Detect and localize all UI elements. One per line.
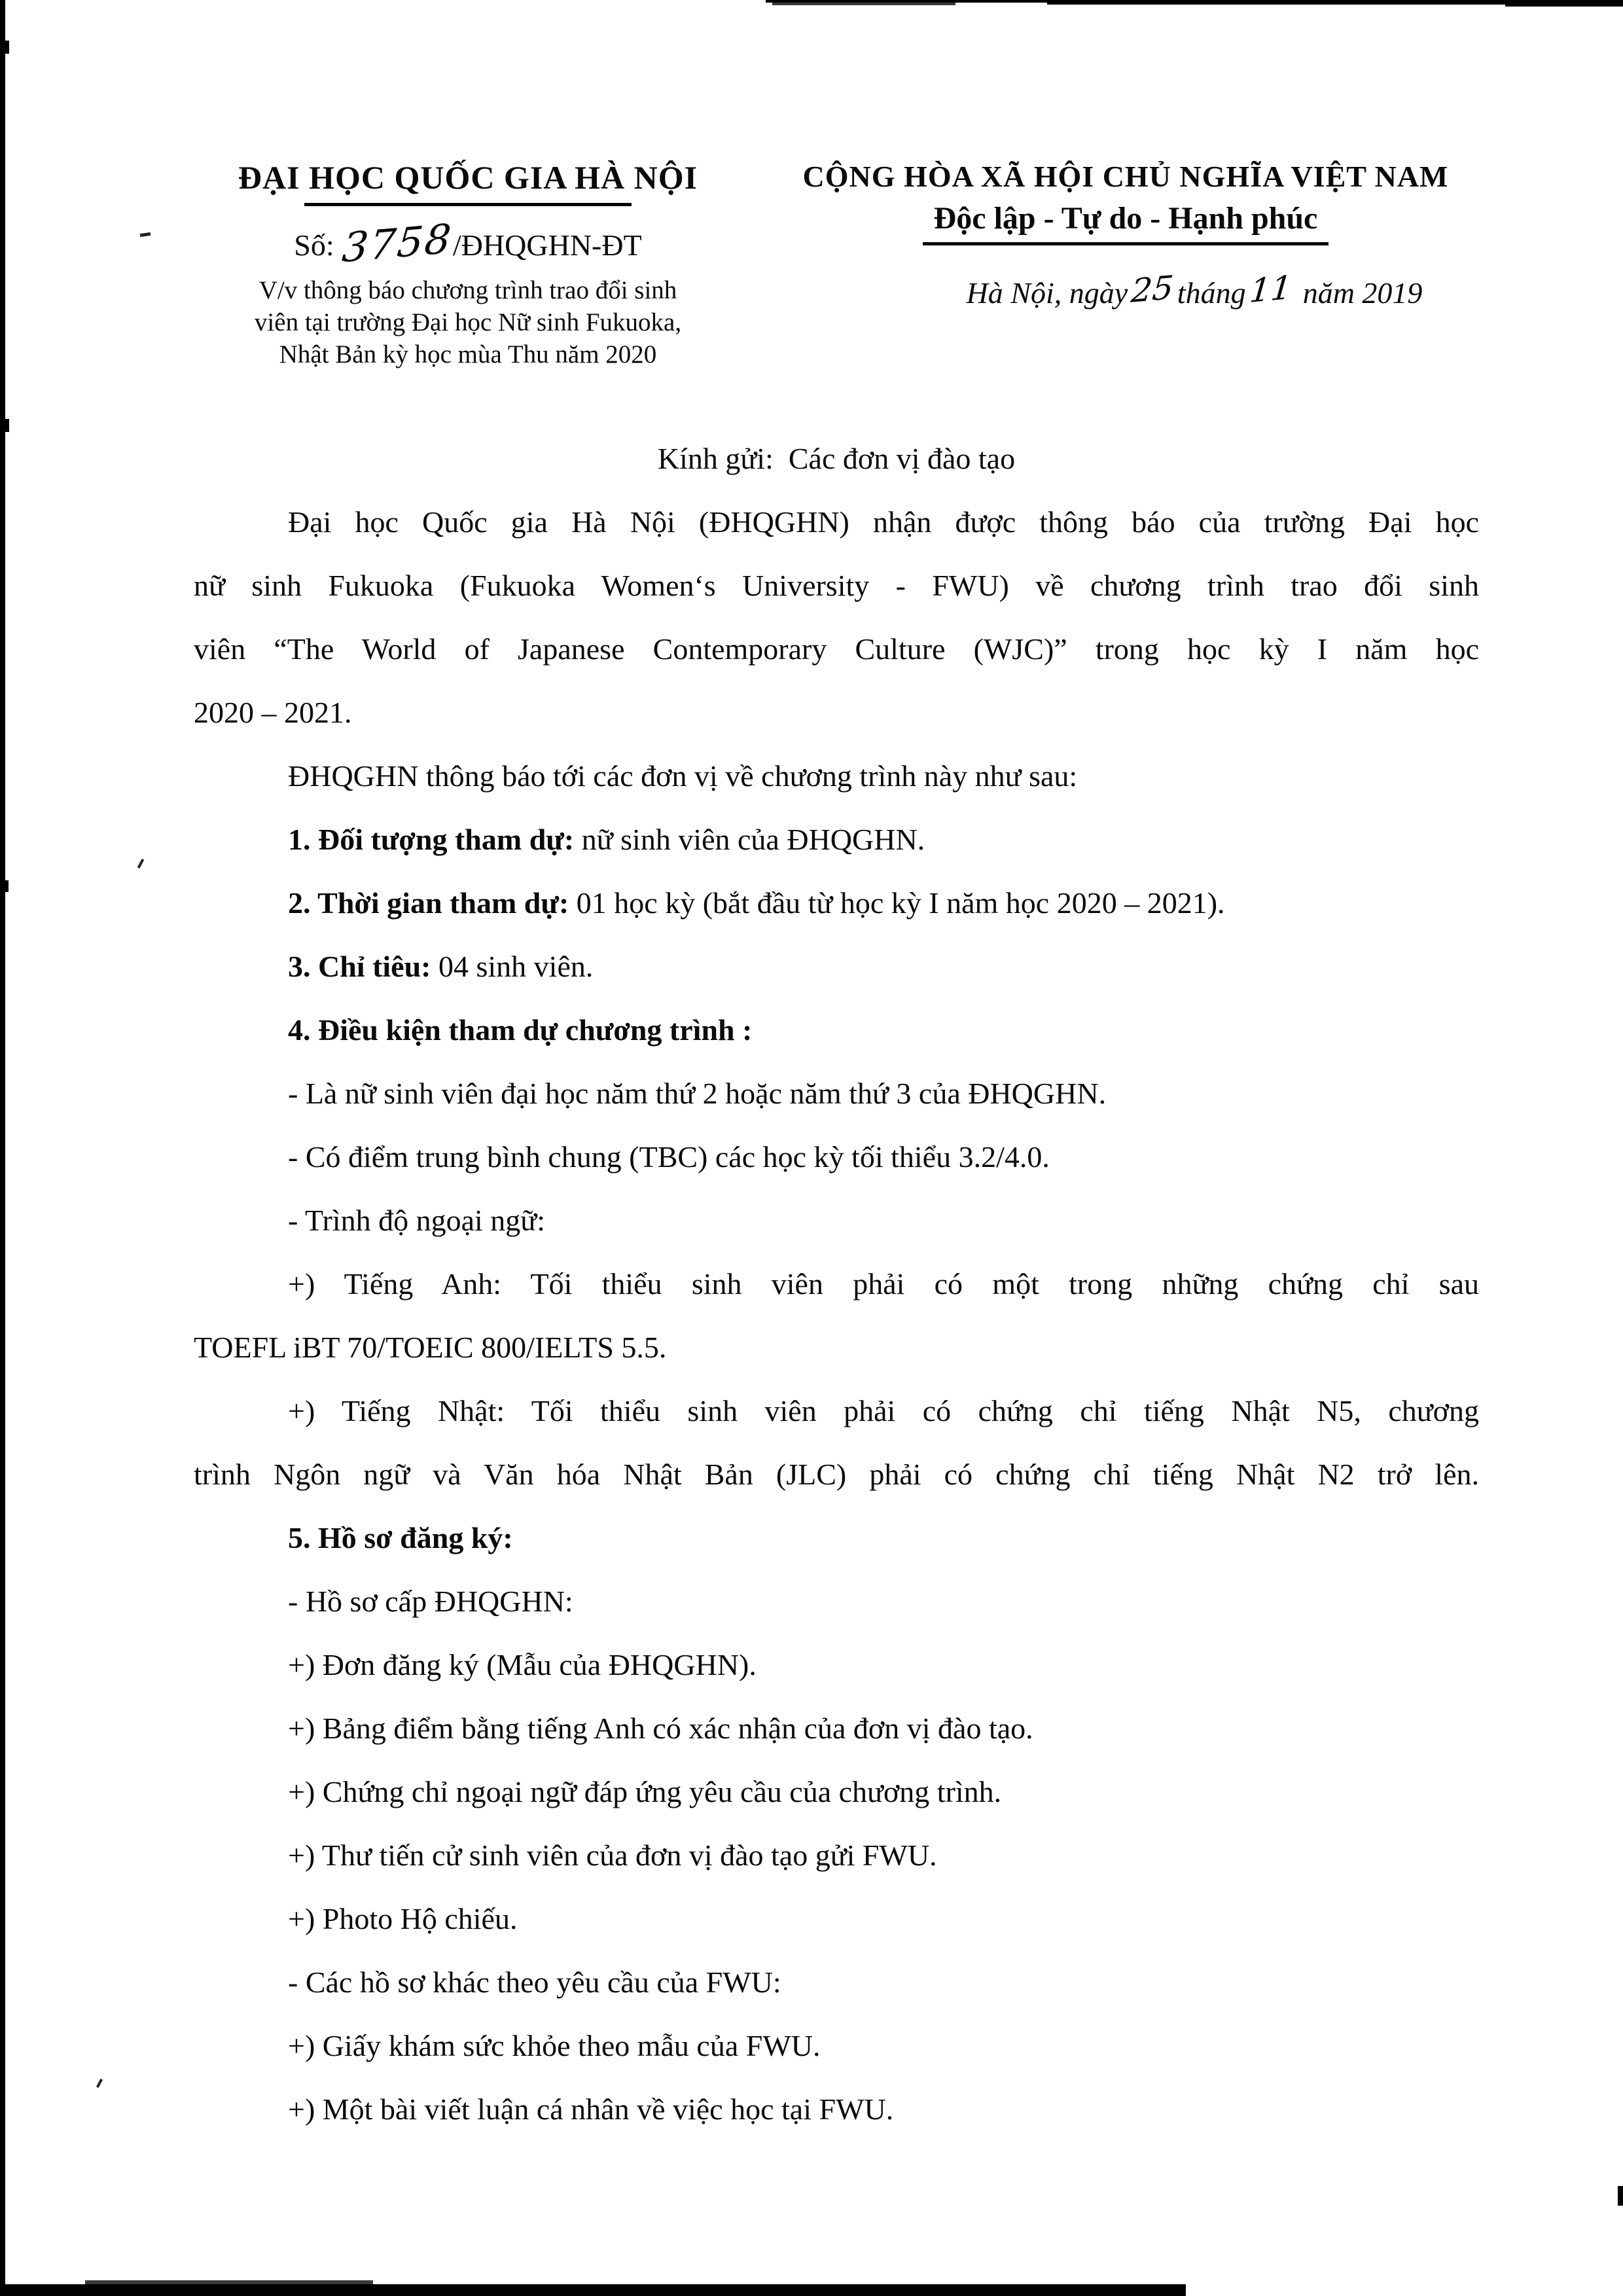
issuing-org-name: ĐẠI HỌC QUỐC GIA HÀ NỘI <box>238 159 698 196</box>
document-body <box>194 427 1479 2141</box>
ref-number-handwritten: 3758 <box>340 214 455 272</box>
body-line <box>194 998 1479 1062</box>
body-line <box>194 554 1479 617</box>
body-line <box>194 744 1479 808</box>
date-day-handwritten: 25 <box>1130 268 1175 310</box>
subject-line: Nhật Bản kỳ học mùa Thu năm 2020 <box>279 340 657 368</box>
line-text: +) Tiếng Anh: Tối thiểu sinh viên phải có một trong những chứng chỉ sau <box>288 1267 1479 1300</box>
date-month-handwritten: 11 <box>1247 268 1294 310</box>
body-line <box>194 1316 1479 1379</box>
document-number-line <box>196 214 740 272</box>
body-line <box>194 1189 1479 1252</box>
subject-line: V/v thông báo chương trình trao đổi sinh <box>259 276 677 304</box>
body-line <box>194 1379 1479 1443</box>
body-line <box>194 490 1479 554</box>
line-text: TOEFL iBT 70/TOEIC 800/IELTS 5.5. <box>194 1331 667 1364</box>
line-text: 2020 – 2021. <box>194 696 352 729</box>
line-text: nữ sinh Fukuoka (Fukuoka Women‘s University - FWU) về chương trình trao đổi sinh <box>194 569 1479 602</box>
line-text: +) Bảng điểm bằng tiếng Anh có xác nhận của đơn vị đào tạo. <box>288 1712 1033 1745</box>
body-line <box>194 808 1479 871</box>
line-text: - Các hồ sơ khác theo yêu cầu của FWU: <box>288 1965 781 1999</box>
body-line <box>194 1125 1479 1189</box>
scan-edge-nub <box>0 41 9 54</box>
body-line <box>194 2077 1479 2141</box>
line-label: 3. Chỉ tiêu: <box>288 950 431 983</box>
body-line <box>194 1443 1479 1506</box>
scan-speck <box>96 2079 103 2088</box>
scan-edge-bar-bottom <box>0 2284 1186 2296</box>
body-line <box>194 1252 1479 1316</box>
body-line <box>194 1823 1479 1887</box>
body-line <box>194 1062 1479 1125</box>
line-text: Đại học Quốc gia Hà Nội (ĐHQGHN) nhận được thông báo của trường Đại học <box>288 505 1479 539</box>
line-text: nữ sinh viên của ĐHQGHN. <box>574 823 925 856</box>
line-text: trình Ngôn ngữ và Văn hóa Nhật Bản (JLC) phải có chứng chỉ tiếng Nhật N2 trở lên. <box>194 1458 1479 1491</box>
scan-edge-bar-bottom-fringe <box>85 2280 373 2284</box>
line-text: +) Giấy khám sức khỏe theo mẫu của FWU. <box>288 2029 821 2062</box>
line-text: +) Photo Hộ chiếu. <box>288 1902 518 1935</box>
line-label: 1. Đối tượng tham dự: <box>288 823 575 856</box>
scan-edge-nub <box>0 419 9 432</box>
body-line <box>194 935 1479 998</box>
motto-underline <box>923 242 1329 245</box>
salutation-line: Kính gửi: Các đơn vị đào tạo <box>657 442 1016 475</box>
subject-line: viên tại trường Đại học Nữ sinh Fukuoka, <box>254 308 682 336</box>
header-right-block <box>766 158 1486 311</box>
body-line <box>194 1570 1479 1633</box>
line-text: +) Một bài viết luận cá nhân về việc học tại FWU. <box>288 2092 894 2126</box>
date-line <box>834 268 1554 311</box>
line-text: +) Tiếng Nhật: Tối thiểu sinh viên phải có chứng chỉ tiếng Nhật N5, chương <box>288 1394 1479 1427</box>
scan-edge-line-top-fringe <box>772 3 955 5</box>
scan-speck <box>140 232 151 237</box>
date-prefix: Hà Nội, ngày <box>966 276 1128 310</box>
line-text: - Có điểm trung bình chung (TBC) các học kỳ tối thiểu 3.2/4.0. <box>288 1140 1050 1174</box>
line-label: 5. Hồ sơ đăng ký: <box>288 1521 513 1554</box>
scan-edge-bar-left <box>0 0 5 2296</box>
body-line <box>194 1696 1479 1760</box>
header-left-block <box>196 158 740 370</box>
body-line <box>194 1950 1479 2014</box>
line-text: 04 sinh viên. <box>431 950 594 983</box>
line-text: ĐHQGHN thông báo tới các đơn vị về chương trình này như sau: <box>288 759 1078 793</box>
line-label: 2. Thời gian tham dự: <box>288 886 569 920</box>
ref-label: Số: <box>294 228 342 262</box>
line-text: +) Thư tiến cử sinh viên của đơn vị đào tạo gửi FWU. <box>288 1839 937 1872</box>
body-line <box>194 871 1479 935</box>
body-line <box>194 1887 1479 1950</box>
body-line <box>194 1506 1479 1570</box>
line-text: viên “The World of Japanese Contemporary Culture (WJC)” trong học kỳ I năm học <box>194 632 1479 666</box>
body-line <box>194 617 1479 681</box>
line-label: 4. Điều kiện tham dự chương trình : <box>288 1013 753 1047</box>
date-mid: tháng <box>1177 276 1246 310</box>
line-text: - Hồ sơ cấp ĐHQGHN: <box>288 1585 573 1618</box>
line-text: +) Đơn đăng ký (Mẫu của ĐHQGHN). <box>288 1648 757 1681</box>
line-text: - Trình độ ngoại ngữ: <box>288 1204 545 1237</box>
scan-edge-nub <box>0 880 9 892</box>
org-underline <box>304 203 632 206</box>
national-motto: Độc lập - Tự do - Hạnh phúc <box>933 201 1318 236</box>
body-line <box>194 1760 1479 1823</box>
scan-edge-line-top <box>1505 0 1623 7</box>
national-header: CỘNG HÒA XÃ HỘI CHỦ NGHĨA VIỆT NAM <box>802 160 1449 193</box>
body-line <box>194 2014 1479 2077</box>
line-text: +) Chứng chỉ ngoại ngữ đáp ứng yêu cầu của chương trình. <box>288 1775 1002 1808</box>
line-text: - Là nữ sinh viên đại học năm thứ 2 hoặc năm thứ 3 của ĐHQGHN. <box>288 1077 1107 1110</box>
date-suffix: năm 2019 <box>1295 276 1423 310</box>
scan-speck <box>137 859 145 869</box>
ref-suffix: /ĐHQGHN-ĐT <box>452 228 642 262</box>
line-text: 01 học kỳ (bắt đầu từ học kỳ I năm học 2020 – 2021). <box>569 886 1225 920</box>
body-line <box>194 1633 1479 1696</box>
body-line <box>194 681 1479 744</box>
scan-edge-tick-right <box>1618 2186 1623 2206</box>
